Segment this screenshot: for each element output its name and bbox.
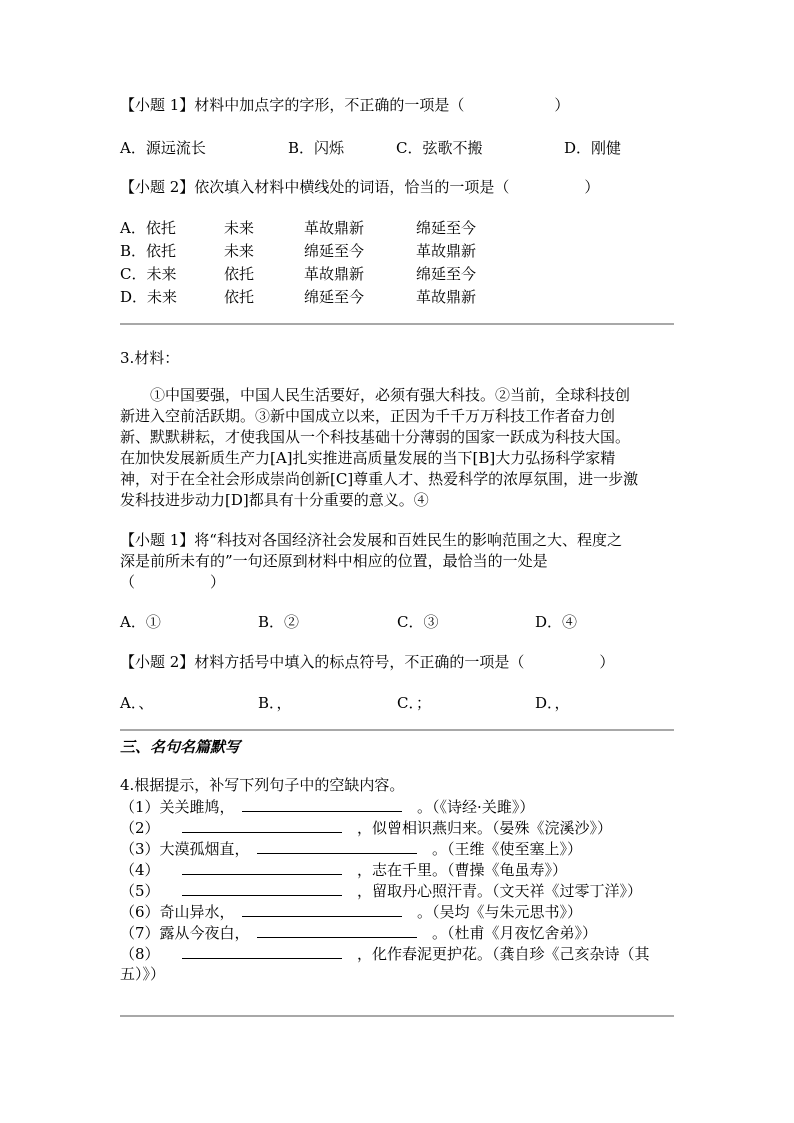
q3-title: 3.材料： [120,349,180,367]
option-a: A．、 [120,694,154,712]
option-b: B．② [258,613,300,631]
option-d: D．④ [535,613,578,631]
option-cell: 未来 [224,242,255,260]
fill-item-prefix: （7）露从今夜白， [120,924,258,942]
section-divider [120,323,674,325]
option-b: B．闪烁 [288,139,345,157]
answer-blank[interactable] [182,817,342,833]
answer-blank[interactable] [242,901,402,917]
fill-item-suffix: ，志在千里。（曹操《龟虽寿》） [342,861,568,879]
q3-sub2-stem: 【小题 2】材料方括号中填入的标点符号，不正确的一项是（ ） [120,653,615,671]
option-cell: D．未来 [120,288,178,306]
fill-item-suffix: 。（王维《使至塞上》） [417,840,583,858]
option-cell: C．未来 [120,265,177,283]
fill-item [120,901,582,922]
section-divider [120,729,674,731]
passage-line: ①中国要强，中国人民生活要好，必须有强大科技。②当前，全球科技创 [120,386,631,404]
answer-blank[interactable] [257,922,417,938]
q3-sub1-stem [120,530,680,593]
fill-item-prefix: （4） [120,861,183,879]
option-cell: 革故鼎新 [416,288,477,306]
option-cell: 革故鼎新 [416,242,477,260]
passage-line: 发科技进步动力[D]都具有十分重要的意义。④ [120,491,429,509]
fill-item-prefix: （2） [120,819,183,837]
option-a: A．① [120,613,161,631]
fill-item [120,859,567,880]
stem-line: 【小题 1】将“科技对各国经济社会发展和百姓民生的影响范围之大、程度之 [120,531,622,549]
answer-blank[interactable] [257,838,417,854]
fill-item [120,922,597,943]
passage-line: 在加快发展新质生产力[A]扎实推进高质量发展的当下[B]大力弘扬科学家精 [120,449,616,467]
option-cell: 依托 [224,288,255,306]
option-c: C．③ [397,613,439,631]
option-cell: 未来 [224,219,255,237]
q4-title: 4.根据提示，补写下列句子中的空缺内容。 [120,776,405,794]
fill-item [120,796,534,817]
answer-blank[interactable] [182,859,342,875]
fill-item-prefix: （1）关关雎鸠， [120,798,243,816]
passage-line: 新进入空前活跃期。③新中国成立以来，正因为千千万万科技工作者奋力创 [120,407,616,425]
passage-line: 神，对于在全社会形成崇尚创新[C]尊重人才、热爱科学的浓厚氛围，进一步激 [120,470,639,488]
option-c: C．弦歌不搬 [396,139,483,157]
fill-item-continuation: 五）》） [120,965,166,983]
fill-item-suffix: ，似曾相识燕归来。（晏殊《浣溪沙》） [342,819,613,837]
fill-item [120,943,650,964]
stem-line: （ ） [120,573,226,591]
section-heading: 三、名句名篇默写 [120,738,241,756]
fill-item-suffix: 。（杜甫《月夜忆舍弟》） [417,924,598,942]
q2-sub1-stem: 【小题 1】材料中加点字的字形，不正确的一项是（ ） [120,96,570,114]
option-a: A．源远流长 [120,139,206,157]
fill-item-prefix: （5） [120,882,183,900]
option-cell: 绵延至今 [304,242,365,260]
option-b: B．， [258,694,292,712]
fill-item-prefix: （3）大漠孤烟直， [120,840,258,858]
option-cell: B．依托 [120,242,177,260]
option-cell: A．依托 [120,219,176,237]
fill-item [120,880,642,901]
fill-item-suffix: 。（吴均《与朱元思书》） [402,903,583,921]
section-divider [120,1015,674,1017]
stem-line: 深是前所未有的”一句还原到材料中相应的位置，最恰当的一处是 [120,552,548,570]
passage-line: 新、默默耕耘，才使我国从一个科技基础十分薄弱的国家一跃成为科技大国。 [120,428,631,446]
fill-item [120,838,582,859]
fill-item [120,817,612,838]
q2-sub2-stem: 【小题 2】依次填入材料中横线处的词语，恰当的一项是（ ） [120,178,600,196]
option-cell: 绵延至今 [304,288,365,306]
fill-item-suffix: ，留取丹心照汗青。（文天祥《过零丁洋》） [342,882,643,900]
answer-blank[interactable] [182,880,342,896]
fill-item-suffix: 。（《诗经·关雎》） [402,798,535,816]
option-cell: 绵延至今 [416,219,477,237]
option-cell: 绵延至今 [416,265,477,283]
option-cell: 依托 [224,265,255,283]
option-c: C．； [397,694,431,712]
answer-blank[interactable] [182,943,342,959]
option-d: D．， [535,694,570,712]
answer-blank[interactable] [242,796,402,812]
option-cell: 革故鼎新 [304,265,365,283]
option-d: D．刚健 [564,139,622,157]
q3-passage [120,385,680,511]
fill-item-prefix: （6）奇山异水， [120,903,243,921]
option-cell: 革故鼎新 [304,219,365,237]
fill-item-prefix: （8） [120,945,183,963]
fill-item-suffix: ，化作春泥更护花。（龚自珍《己亥杂诗（其 [342,945,650,963]
